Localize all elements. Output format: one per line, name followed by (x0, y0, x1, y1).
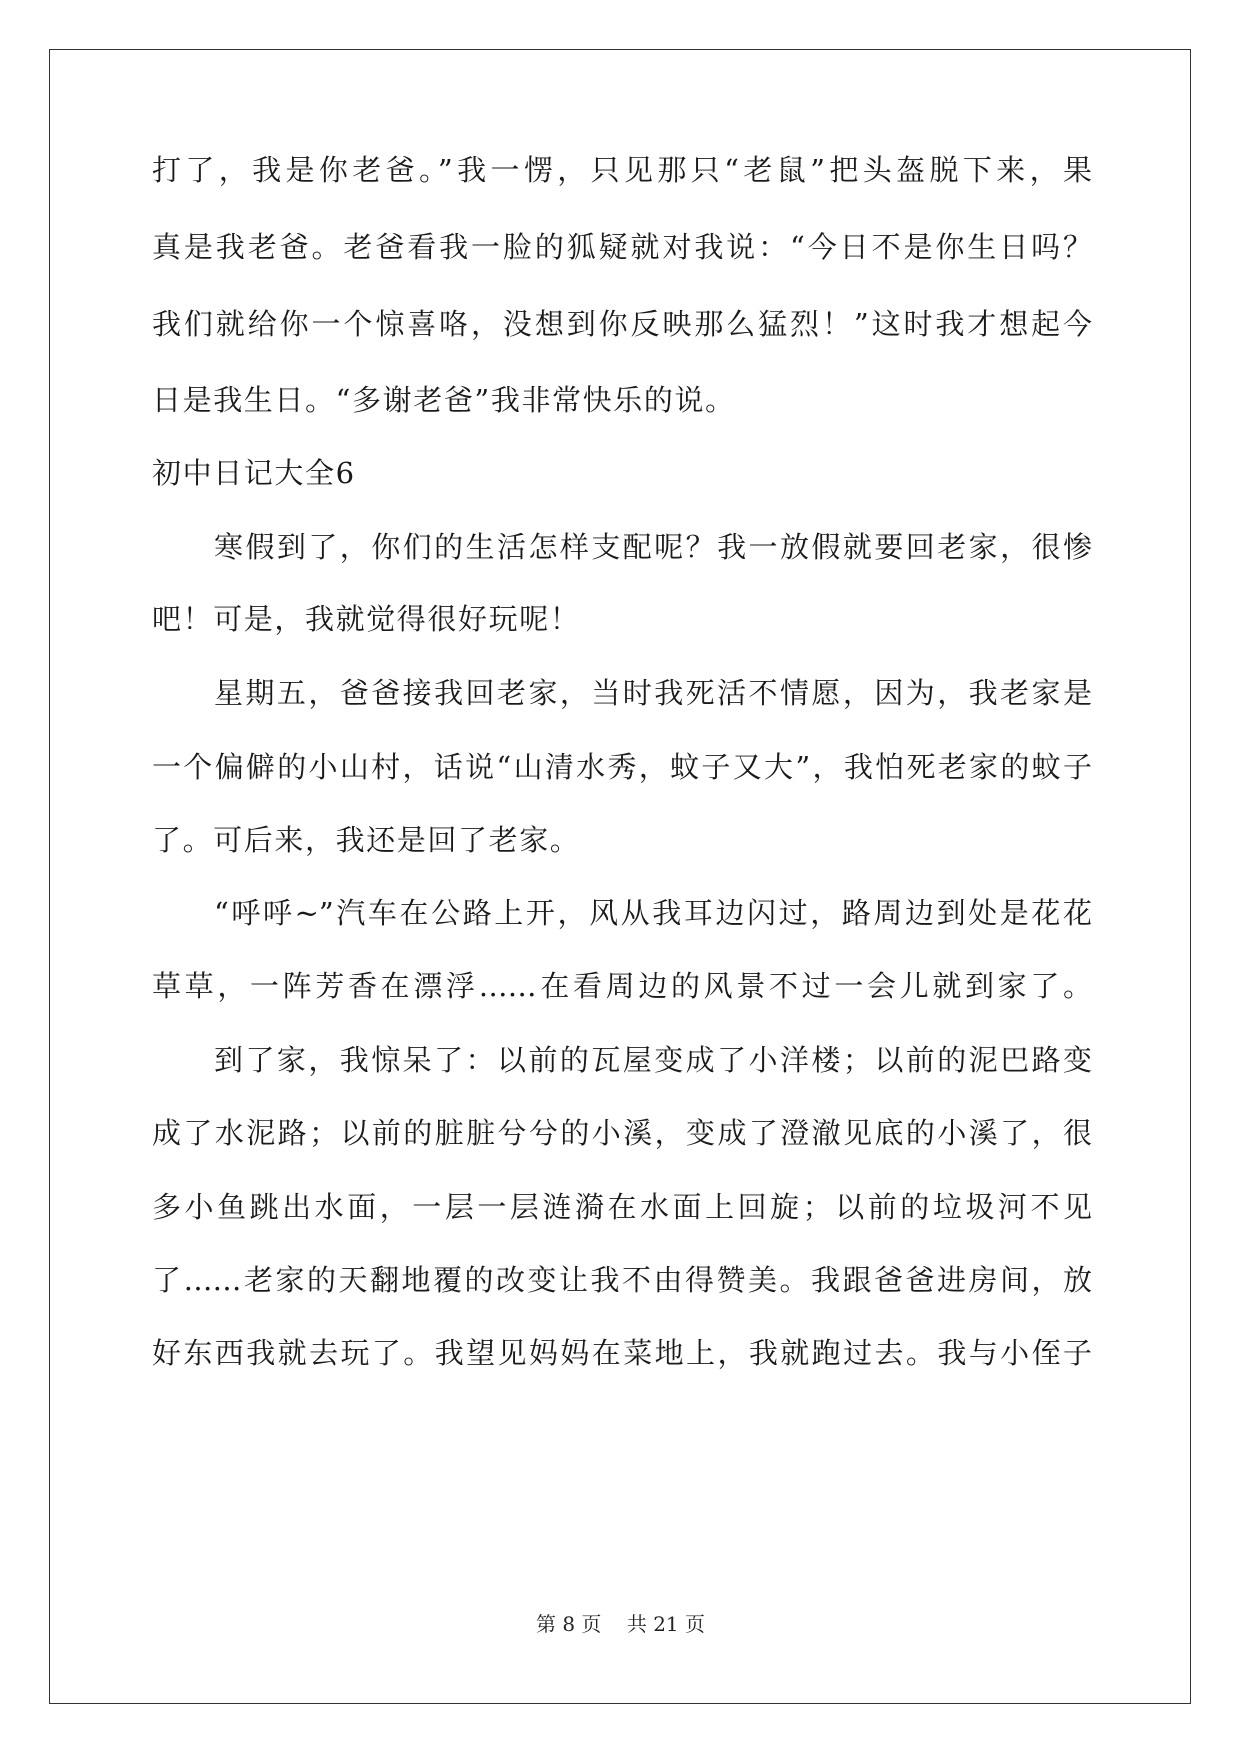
text-line: 一个偏僻的小山村，话说“山清水秀，蚊子又大”，我怕死老家的蚊子 (152, 750, 1092, 784)
text-line: 日是我生日。“多谢老爸”我非常快乐的说。 (152, 383, 736, 417)
page-number-footer: 第 8 页 共 21 页 (535, 1612, 706, 1636)
text-line: 吧！可是，我就觉得很好玩呢！ (152, 602, 581, 636)
text-line: 星期五，爸爸接我回老家，当时我死活不情愿，因为，我老家是 (214, 676, 1092, 710)
text-line: 草草，一阵芳香在漂浮……在看周边的风景不过一会儿就到家了。 (152, 969, 1092, 1003)
text-line: 了……老家的天翻地覆的改变让我不由得赞美。我跟爸爸进房间，放 (152, 1263, 1092, 1297)
text-line: 了。可后来，我还是回了老家。 (152, 823, 581, 857)
text-line: 好东西我就去玩了。我望见妈妈在菜地上，我就跑过去。我与小侄子 (152, 1336, 1092, 1370)
text-line: 真是我老爸。老爸看我一脸的狐疑就对我说：“今日不是你生日吗？ (152, 230, 1092, 264)
page-border (49, 49, 1191, 1704)
text-line: 寒假到了，你们的生活怎样支配呢？我一放假就要回老家，很惨 (214, 530, 1092, 564)
text-line: 多小鱼跳出水面，一层一层涟漪在水面上回旋；以前的垃圾河不见 (152, 1190, 1092, 1224)
text-line: 到了家，我惊呆了：以前的瓦屋变成了小洋楼；以前的泥巴路变 (214, 1043, 1092, 1077)
text-line: 我们就给你一个惊喜咯，没想到你反映那么猛烈！”这时我才想起今 (152, 307, 1092, 341)
text-line: 打了，我是你老爸。”我一愣，只见那只“老鼠”把头盔脱下来，果 (152, 153, 1092, 187)
text-line: 成了水泥路；以前的脏脏兮兮的小溪，变成了澄澈见底的小溪了，很 (152, 1116, 1092, 1150)
section-heading: 初中日记大全6 (152, 456, 356, 490)
text-line: “呼呼~”汽车在公路上开，风从我耳边闪过，路周边到处是花花 (214, 896, 1092, 930)
